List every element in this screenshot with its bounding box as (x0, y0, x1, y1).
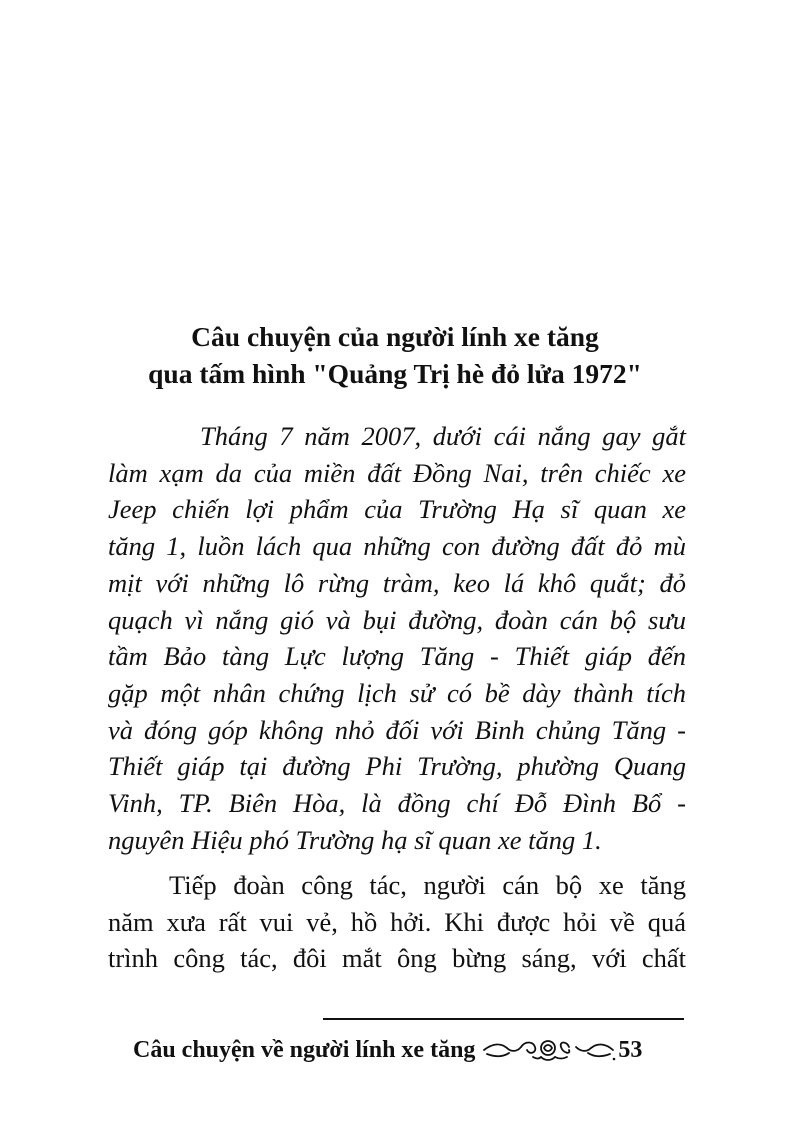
scroll-ornament-icon (481, 1035, 616, 1065)
chapter-title-line-2: qua tấm hình "Quảng Trị hè đỏ lửa 1972" (148, 358, 642, 389)
paragraph-italic-intro (108, 418, 686, 858)
text-line: tầm Bảo tàng Lực lượng Tăng - Thiết giáp đến (108, 641, 686, 672)
running-title: Câu chuyện về người lính xe tăng (133, 1036, 476, 1063)
text-line: Jeep chiến lợi phẩm của Trường Hạ sĩ quan xe (108, 494, 686, 525)
chapter-title-line-1: Câu chuyện của người lính xe tăng (191, 321, 599, 352)
chapter-title (100, 318, 690, 392)
text-line: trình công tác, đôi mắt ông bừng sáng, với chất (108, 943, 686, 974)
paragraph-body (108, 867, 686, 977)
text-line: Thiết giáp tại đường Phi Trường, phường Quang (108, 751, 686, 782)
page-number: 53 (618, 1036, 643, 1063)
text-line: và đóng góp không nhỏ đối với Binh chủng Tăng - (108, 714, 686, 745)
text-line: tăng 1, luồn lách qua những con đường đất đỏ mù (108, 531, 686, 562)
text-line: Tiếp đoàn công tác, người cán bộ xe tăng (169, 870, 686, 900)
text-line: Tháng 7 năm 2007, dưới cái nắng gay gắt (200, 421, 686, 451)
footer-divider (323, 1018, 684, 1020)
text-line: năm xưa rất vui vẻ, hồ hởi. Khi được hỏi về quá (108, 906, 686, 937)
text-line: nguyên Hiệu phó Trường hạ sĩ quan xe tăng 1. (108, 824, 602, 855)
text-line: Vinh, TP. Biên Hòa, là đồng chí Đỗ Đình Bổ - (108, 788, 686, 819)
text-line: làm xạm da của miền đất Đồng Nai, trên chiếc xe (108, 457, 686, 488)
text-line: quạch vì nắng gió và bụi đường, đoàn cán bộ sưu (108, 604, 686, 635)
text-line: mịt với những lô rừng tràm, keo lá khô quắt; đỏ (108, 567, 686, 598)
text-line: gặp một nhân chứng lịch sử có bề dày thành tích (108, 677, 686, 708)
page-footer (133, 1030, 688, 1070)
